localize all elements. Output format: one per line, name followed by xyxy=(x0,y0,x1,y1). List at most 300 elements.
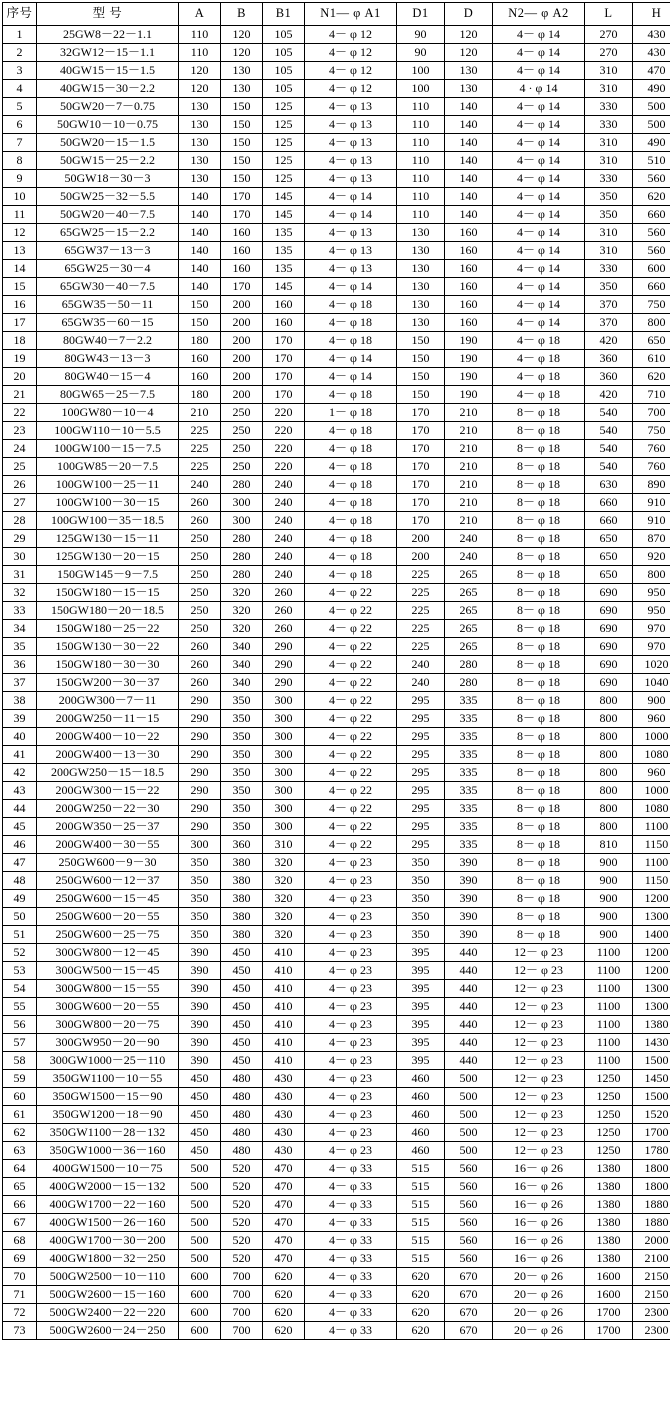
cell-d1: 295 xyxy=(397,745,445,763)
cell-l: 690 xyxy=(585,619,633,637)
cell-index: 46 xyxy=(3,835,37,853)
cell-b1: 290 xyxy=(263,673,305,691)
cell-d1: 350 xyxy=(397,853,445,871)
cell-n1: 4－ φ 13 xyxy=(305,97,397,115)
cell-b: 700 xyxy=(221,1267,263,1285)
cell-d1: 350 xyxy=(397,889,445,907)
cell-l: 540 xyxy=(585,457,633,475)
cell-l: 1100 xyxy=(585,961,633,979)
cell-n1: 4－ φ 13 xyxy=(305,241,397,259)
table-row xyxy=(3,295,670,313)
cell-h: 560 xyxy=(633,169,670,187)
cell-d1: 295 xyxy=(397,781,445,799)
cell-d: 560 xyxy=(445,1231,493,1249)
cell-index: 73 xyxy=(3,1321,37,1339)
cell-model: 150GW180－20－18.5 xyxy=(37,601,179,619)
cell-n2: 8－ φ 18 xyxy=(493,529,585,547)
cell-h: 610 xyxy=(633,349,670,367)
cell-b: 320 xyxy=(221,601,263,619)
cell-b1: 320 xyxy=(263,889,305,907)
cell-d: 390 xyxy=(445,925,493,943)
cell-n2: 8－ φ 18 xyxy=(493,637,585,655)
cell-d1: 225 xyxy=(397,583,445,601)
cell-n1: 4－ φ 23 xyxy=(305,943,397,961)
cell-b1: 145 xyxy=(263,277,305,295)
cell-index: 50 xyxy=(3,907,37,925)
table-row xyxy=(3,475,670,493)
cell-model: 300GW950－20－90 xyxy=(37,1033,179,1051)
cell-h: 1100 xyxy=(633,853,670,871)
cell-index: 54 xyxy=(3,979,37,997)
cell-model: 50GW20－40－7.5 xyxy=(37,205,179,223)
cell-l: 690 xyxy=(585,655,633,673)
cell-d1: 110 xyxy=(397,205,445,223)
cell-model: 200GW400－13－30 xyxy=(37,745,179,763)
cell-b: 130 xyxy=(221,61,263,79)
cell-l: 1100 xyxy=(585,979,633,997)
cell-d1: 130 xyxy=(397,259,445,277)
table-row xyxy=(3,709,670,727)
cell-b: 450 xyxy=(221,1033,263,1051)
cell-h: 760 xyxy=(633,439,670,457)
cell-n2: 8－ φ 18 xyxy=(493,457,585,475)
cell-b1: 105 xyxy=(263,61,305,79)
cell-b: 450 xyxy=(221,979,263,997)
cell-h: 1520 xyxy=(633,1105,670,1123)
cell-h: 470 xyxy=(633,61,670,79)
cell-b: 280 xyxy=(221,529,263,547)
table-row xyxy=(3,763,670,781)
cell-a: 260 xyxy=(179,655,221,673)
table-row xyxy=(3,421,670,439)
cell-n2: 12－ φ 23 xyxy=(493,1015,585,1033)
cell-l: 1700 xyxy=(585,1303,633,1321)
cell-n1: 4－ φ 18 xyxy=(305,331,397,349)
cell-n2: 4－ φ 14 xyxy=(493,25,585,43)
cell-b1: 470 xyxy=(263,1249,305,1267)
cell-d1: 225 xyxy=(397,601,445,619)
table-row xyxy=(3,115,670,133)
cell-index: 41 xyxy=(3,745,37,763)
cell-l: 270 xyxy=(585,25,633,43)
cell-index: 17 xyxy=(3,313,37,331)
cell-model: 40GW15－30－2.2 xyxy=(37,79,179,97)
table-row xyxy=(3,79,670,97)
cell-n1: 4－ φ 18 xyxy=(305,295,397,313)
cell-h: 430 xyxy=(633,25,670,43)
cell-n1: 4－ φ 23 xyxy=(305,1141,397,1159)
cell-a: 450 xyxy=(179,1123,221,1141)
cell-d1: 90 xyxy=(397,25,445,43)
cell-model: 80GW65－25－7.5 xyxy=(37,385,179,403)
cell-l: 630 xyxy=(585,475,633,493)
table-row xyxy=(3,835,670,853)
cell-d: 440 xyxy=(445,979,493,997)
cell-b1: 620 xyxy=(263,1285,305,1303)
cell-h: 1700 xyxy=(633,1123,670,1141)
cell-l: 660 xyxy=(585,493,633,511)
table-row xyxy=(3,1033,670,1051)
cell-h: 1000 xyxy=(633,781,670,799)
cell-l: 350 xyxy=(585,277,633,295)
cell-d: 670 xyxy=(445,1285,493,1303)
cell-d1: 150 xyxy=(397,349,445,367)
cell-index: 9 xyxy=(3,169,37,187)
cell-model: 200GW400－10－22 xyxy=(37,727,179,745)
cell-model: 200GW250－15－18.5 xyxy=(37,763,179,781)
cell-n1: 4－ φ 23 xyxy=(305,1015,397,1033)
cell-n1: 4－ φ 33 xyxy=(305,1213,397,1231)
table-row xyxy=(3,619,670,637)
cell-b: 250 xyxy=(221,421,263,439)
cell-index: 68 xyxy=(3,1231,37,1249)
cell-index: 7 xyxy=(3,133,37,151)
cell-d: 560 xyxy=(445,1213,493,1231)
cell-b: 480 xyxy=(221,1123,263,1141)
cell-n2: 8－ φ 18 xyxy=(493,925,585,943)
cell-d: 335 xyxy=(445,817,493,835)
cell-d1: 395 xyxy=(397,1015,445,1033)
cell-index: 49 xyxy=(3,889,37,907)
cell-n1: 4－ φ 18 xyxy=(305,529,397,547)
cell-n2: 8－ φ 18 xyxy=(493,727,585,745)
cell-d1: 350 xyxy=(397,907,445,925)
cell-l: 800 xyxy=(585,799,633,817)
cell-d1: 295 xyxy=(397,763,445,781)
cell-h: 560 xyxy=(633,223,670,241)
cell-a: 160 xyxy=(179,349,221,367)
header-b1: B1 xyxy=(263,3,305,26)
table-row xyxy=(3,601,670,619)
cell-h: 800 xyxy=(633,565,670,583)
table-row xyxy=(3,943,670,961)
cell-l: 690 xyxy=(585,583,633,601)
cell-model: 250GW600－12－37 xyxy=(37,871,179,889)
cell-l: 900 xyxy=(585,871,633,889)
cell-index: 16 xyxy=(3,295,37,313)
cell-a: 225 xyxy=(179,439,221,457)
cell-a: 350 xyxy=(179,907,221,925)
cell-h: 910 xyxy=(633,493,670,511)
cell-l: 1100 xyxy=(585,997,633,1015)
cell-l: 370 xyxy=(585,295,633,313)
cell-a: 110 xyxy=(179,43,221,61)
cell-a: 140 xyxy=(179,187,221,205)
cell-d1: 240 xyxy=(397,673,445,691)
cell-model: 500GW2600－15－160 xyxy=(37,1285,179,1303)
cell-n2: 8－ φ 18 xyxy=(493,709,585,727)
pump-specification-table xyxy=(2,2,670,1340)
cell-h: 1450 xyxy=(633,1069,670,1087)
cell-l: 900 xyxy=(585,925,633,943)
cell-d: 140 xyxy=(445,169,493,187)
cell-index: 39 xyxy=(3,709,37,727)
cell-h: 660 xyxy=(633,277,670,295)
cell-b1: 170 xyxy=(263,331,305,349)
cell-a: 130 xyxy=(179,115,221,133)
cell-d1: 460 xyxy=(397,1069,445,1087)
cell-n1: 4－ φ 22 xyxy=(305,781,397,799)
cell-l: 650 xyxy=(585,529,633,547)
cell-a: 500 xyxy=(179,1195,221,1213)
cell-b1: 430 xyxy=(263,1069,305,1087)
cell-model: 250GW600－15－45 xyxy=(37,889,179,907)
cell-b1: 145 xyxy=(263,187,305,205)
cell-d1: 110 xyxy=(397,115,445,133)
cell-n2: 8－ φ 18 xyxy=(493,583,585,601)
cell-n2: 8－ φ 18 xyxy=(493,907,585,925)
cell-b: 380 xyxy=(221,853,263,871)
cell-a: 290 xyxy=(179,817,221,835)
cell-model: 250GW600－25－75 xyxy=(37,925,179,943)
cell-d: 160 xyxy=(445,295,493,313)
cell-l: 1600 xyxy=(585,1285,633,1303)
table-row xyxy=(3,727,670,745)
cell-l: 1250 xyxy=(585,1105,633,1123)
table-row xyxy=(3,673,670,691)
cell-h: 1100 xyxy=(633,817,670,835)
cell-d: 190 xyxy=(445,367,493,385)
cell-n1: 4－ φ 23 xyxy=(305,997,397,1015)
cell-index: 40 xyxy=(3,727,37,745)
cell-h: 490 xyxy=(633,79,670,97)
cell-d1: 395 xyxy=(397,1033,445,1051)
cell-b: 320 xyxy=(221,619,263,637)
cell-l: 900 xyxy=(585,853,633,871)
cell-b: 120 xyxy=(221,43,263,61)
cell-a: 500 xyxy=(179,1177,221,1195)
cell-a: 250 xyxy=(179,583,221,601)
table-row xyxy=(3,529,670,547)
cell-a: 260 xyxy=(179,511,221,529)
cell-h: 510 xyxy=(633,151,670,169)
cell-n2: 8－ φ 18 xyxy=(493,835,585,853)
cell-l: 310 xyxy=(585,223,633,241)
cell-b: 450 xyxy=(221,1051,263,1069)
cell-a: 260 xyxy=(179,493,221,511)
cell-l: 310 xyxy=(585,61,633,79)
cell-d1: 150 xyxy=(397,331,445,349)
cell-d1: 515 xyxy=(397,1159,445,1177)
cell-b1: 470 xyxy=(263,1159,305,1177)
cell-d1: 130 xyxy=(397,295,445,313)
cell-h: 1500 xyxy=(633,1087,670,1105)
cell-l: 1380 xyxy=(585,1249,633,1267)
cell-n1: 4－ φ 18 xyxy=(305,565,397,583)
cell-b: 700 xyxy=(221,1303,263,1321)
cell-d1: 170 xyxy=(397,493,445,511)
cell-index: 55 xyxy=(3,997,37,1015)
cell-b1: 240 xyxy=(263,565,305,583)
table-row xyxy=(3,367,670,385)
cell-l: 1250 xyxy=(585,1141,633,1159)
cell-n2: 8－ φ 18 xyxy=(493,475,585,493)
cell-index: 47 xyxy=(3,853,37,871)
cell-a: 500 xyxy=(179,1159,221,1177)
cell-d1: 110 xyxy=(397,169,445,187)
cell-model: 200GW250－22－30 xyxy=(37,799,179,817)
cell-d: 190 xyxy=(445,349,493,367)
cell-n1: 4－ φ 33 xyxy=(305,1321,397,1339)
cell-h: 1150 xyxy=(633,871,670,889)
cell-d: 140 xyxy=(445,151,493,169)
cell-l: 330 xyxy=(585,97,633,115)
table-row xyxy=(3,223,670,241)
cell-d1: 150 xyxy=(397,367,445,385)
cell-n1: 4－ φ 23 xyxy=(305,889,397,907)
cell-l: 800 xyxy=(585,763,633,781)
cell-d1: 295 xyxy=(397,691,445,709)
cell-d1: 295 xyxy=(397,727,445,745)
cell-a: 180 xyxy=(179,331,221,349)
cell-n1: 4－ φ 33 xyxy=(305,1231,397,1249)
cell-model: 400GW1700－30－200 xyxy=(37,1231,179,1249)
cell-l: 800 xyxy=(585,781,633,799)
cell-model: 150GW180－15－15 xyxy=(37,583,179,601)
cell-d: 670 xyxy=(445,1321,493,1339)
cell-a: 290 xyxy=(179,691,221,709)
cell-model: 80GW40－7－2.2 xyxy=(37,331,179,349)
cell-h: 710 xyxy=(633,385,670,403)
cell-l: 310 xyxy=(585,241,633,259)
cell-b1: 470 xyxy=(263,1231,305,1249)
cell-n2: 8－ φ 18 xyxy=(493,691,585,709)
cell-n2: 8－ φ 18 xyxy=(493,673,585,691)
cell-d: 500 xyxy=(445,1087,493,1105)
cell-index: 19 xyxy=(3,349,37,367)
table-row xyxy=(3,1267,670,1285)
cell-n2: 4－ φ 14 xyxy=(493,115,585,133)
cell-b1: 240 xyxy=(263,511,305,529)
cell-h: 920 xyxy=(633,547,670,565)
cell-b: 350 xyxy=(221,817,263,835)
cell-model: 150GW180－30－30 xyxy=(37,655,179,673)
cell-n2: 4－ φ 14 xyxy=(493,223,585,241)
cell-l: 800 xyxy=(585,817,633,835)
cell-d1: 170 xyxy=(397,421,445,439)
cell-h: 1000 xyxy=(633,727,670,745)
cell-d: 240 xyxy=(445,547,493,565)
cell-n2: 12－ φ 23 xyxy=(493,943,585,961)
cell-l: 270 xyxy=(585,43,633,61)
cell-h: 760 xyxy=(633,457,670,475)
cell-n2: 8－ φ 18 xyxy=(493,817,585,835)
cell-index: 25 xyxy=(3,457,37,475)
cell-d: 210 xyxy=(445,493,493,511)
cell-a: 390 xyxy=(179,997,221,1015)
table-row xyxy=(3,925,670,943)
cell-n2: 8－ φ 18 xyxy=(493,511,585,529)
cell-model: 200GW350－25－37 xyxy=(37,817,179,835)
cell-n1: 4－ φ 23 xyxy=(305,961,397,979)
table-row xyxy=(3,1105,670,1123)
cell-b1: 430 xyxy=(263,1087,305,1105)
cell-a: 180 xyxy=(179,385,221,403)
cell-l: 540 xyxy=(585,421,633,439)
cell-d: 160 xyxy=(445,259,493,277)
cell-d: 130 xyxy=(445,61,493,79)
cell-h: 2300 xyxy=(633,1303,670,1321)
cell-n1: 4－ φ 14 xyxy=(305,349,397,367)
cell-model: 100GW100－35－18.5 xyxy=(37,511,179,529)
cell-index: 1 xyxy=(3,25,37,43)
cell-l: 800 xyxy=(585,745,633,763)
cell-n1: 4－ φ 22 xyxy=(305,817,397,835)
cell-index: 24 xyxy=(3,439,37,457)
cell-b1: 300 xyxy=(263,799,305,817)
cell-a: 140 xyxy=(179,259,221,277)
cell-d: 670 xyxy=(445,1267,493,1285)
cell-model: 150GW180－25－22 xyxy=(37,619,179,637)
cell-l: 310 xyxy=(585,133,633,151)
cell-h: 1200 xyxy=(633,961,670,979)
table-row xyxy=(3,97,670,115)
cell-b1: 125 xyxy=(263,169,305,187)
cell-a: 140 xyxy=(179,277,221,295)
cell-b: 200 xyxy=(221,295,263,313)
cell-d: 560 xyxy=(445,1249,493,1267)
cell-h: 1300 xyxy=(633,997,670,1015)
cell-l: 350 xyxy=(585,187,633,205)
cell-b1: 410 xyxy=(263,1033,305,1051)
cell-d1: 100 xyxy=(397,61,445,79)
cell-l: 810 xyxy=(585,835,633,853)
cell-a: 390 xyxy=(179,979,221,997)
cell-h: 500 xyxy=(633,97,670,115)
cell-b: 350 xyxy=(221,799,263,817)
cell-b: 130 xyxy=(221,79,263,97)
cell-n2: 20－ φ 26 xyxy=(493,1267,585,1285)
cell-n2: 16－ φ 26 xyxy=(493,1177,585,1195)
cell-index: 10 xyxy=(3,187,37,205)
table-row xyxy=(3,817,670,835)
cell-model: 65GW35－60－15 xyxy=(37,313,179,331)
cell-index: 2 xyxy=(3,43,37,61)
cell-n1: 4－ φ 18 xyxy=(305,421,397,439)
cell-l: 310 xyxy=(585,79,633,97)
cell-model: 100GW80－10－4 xyxy=(37,403,179,421)
cell-a: 110 xyxy=(179,25,221,43)
cell-b1: 290 xyxy=(263,655,305,673)
cell-b: 350 xyxy=(221,763,263,781)
cell-b1: 220 xyxy=(263,457,305,475)
cell-b1: 430 xyxy=(263,1105,305,1123)
cell-n2: 4－ φ 14 xyxy=(493,241,585,259)
cell-a: 600 xyxy=(179,1321,221,1339)
cell-l: 330 xyxy=(585,169,633,187)
cell-l: 360 xyxy=(585,367,633,385)
cell-n2: 12－ φ 23 xyxy=(493,1105,585,1123)
cell-d: 500 xyxy=(445,1123,493,1141)
cell-l: 310 xyxy=(585,151,633,169)
cell-l: 660 xyxy=(585,511,633,529)
cell-d: 280 xyxy=(445,655,493,673)
cell-b1: 320 xyxy=(263,853,305,871)
table-row xyxy=(3,493,670,511)
cell-n1: 4－ φ 23 xyxy=(305,1123,397,1141)
cell-n2: 20－ φ 26 xyxy=(493,1303,585,1321)
cell-d: 190 xyxy=(445,331,493,349)
cell-index: 51 xyxy=(3,925,37,943)
cell-b: 350 xyxy=(221,745,263,763)
table-row xyxy=(3,259,670,277)
cell-l: 370 xyxy=(585,313,633,331)
cell-a: 130 xyxy=(179,133,221,151)
cell-b1: 620 xyxy=(263,1321,305,1339)
cell-d: 265 xyxy=(445,619,493,637)
cell-index: 64 xyxy=(3,1159,37,1177)
cell-d1: 130 xyxy=(397,223,445,241)
